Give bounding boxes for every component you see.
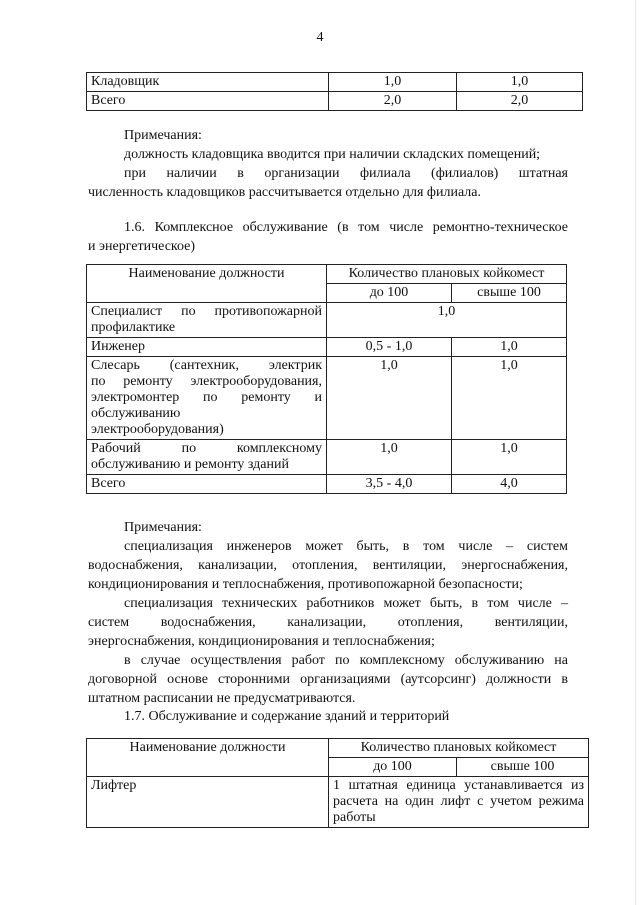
position-name — [87, 440, 327, 475]
value-upto-100: 0,5 - 1,0 — [327, 338, 452, 357]
value-over-100: 1,0 — [452, 357, 567, 440]
scan-edge — [635, 0, 636, 905]
position-name-line: профилактике — [91, 320, 176, 335]
table-row — [87, 73, 583, 92]
note-text: водоснабжения, канализации, отопления, вентиляции, энергоснабжения, — [88, 558, 568, 573]
position-name-line: обслуживанию и ремонту зданий — [91, 457, 289, 472]
note-text: должность кладовщика вводится при наличии складских помещений; — [124, 147, 541, 162]
position-name-line: по ремонту электрооборудования, — [91, 374, 322, 389]
value-over-100: 1,0 — [457, 73, 583, 92]
position-name: Всего — [87, 92, 329, 111]
value-upto-100: 3,5 - 4,0 — [327, 475, 452, 494]
page-number: 4 — [316, 30, 324, 45]
staff-table-maintenance — [86, 264, 567, 494]
column-header-position: Наименование должности — [87, 265, 327, 303]
note-text: при наличии в организации филиала (филиалов) штатная — [124, 166, 568, 181]
note-text: штатном расписании не предусматриваются. — [88, 691, 356, 706]
table-header-row — [87, 265, 567, 284]
table-row — [87, 338, 567, 357]
position-name: Инженер — [87, 338, 327, 357]
value-merged: 1,0 — [327, 303, 567, 338]
note-text: специализация технических работников может быть, в том числе – — [124, 596, 568, 611]
position-name — [87, 303, 327, 338]
position-name: Кладовщик — [87, 73, 329, 92]
column-header-upto-100: до 100 — [327, 284, 452, 303]
section-heading: 1.7. Обслуживание и содержание зданий и территорий — [124, 709, 450, 724]
table-row — [87, 357, 567, 440]
position-name: Лифтер — [87, 777, 329, 828]
section-heading: и энергетическое) — [88, 239, 196, 254]
staff-table-storekeeper — [86, 72, 583, 111]
table-row — [87, 777, 589, 828]
notes-title: Примечания: — [124, 128, 202, 143]
note-text: специализация инженеров может быть, в том числе – систем — [124, 539, 568, 554]
position-name-line: Рабочий по комплексному — [91, 441, 322, 456]
value-over-100: 1,0 — [452, 440, 567, 475]
value-over-100: 4,0 — [452, 475, 567, 494]
position-name-line: Слесарь (сантехник, электрик — [91, 358, 322, 373]
value-upto-100: 2,0 — [329, 92, 457, 111]
value-line: расчета на один лифт с учетом режима — [333, 794, 584, 809]
table-row — [87, 475, 567, 494]
value-upto-100: 1,0 — [327, 357, 452, 440]
position-name — [87, 357, 327, 440]
position-name: Всего — [87, 475, 327, 494]
value-line: работы — [333, 810, 376, 825]
value-over-100: 2,0 — [457, 92, 583, 111]
note-text: энергоснабжения, кондиционирования и теплоснабжения; — [88, 634, 435, 649]
table-row — [87, 92, 583, 111]
value-line: 1 штатная единица устанавливается из — [333, 778, 584, 793]
table-header-row — [87, 739, 589, 758]
notes-title: Примечания: — [124, 520, 202, 535]
section-heading: 1.6. Комплексное обслуживание (в том числе ремонтно-техническое — [124, 220, 568, 235]
table-row — [87, 303, 567, 338]
position-name-line: обслуживанию — [91, 406, 181, 421]
position-name-line: электромонтер по ремонту и — [91, 390, 322, 405]
note-text: численность кладовщиков рассчитывается отдельно для филиала. — [88, 185, 481, 200]
column-header-quantity: Количество плановых койкомест — [327, 265, 567, 284]
position-name-line: электрооборудования) — [91, 422, 224, 437]
column-header-quantity: Количество плановых койкомест — [329, 739, 589, 758]
note-text: договорной основе сторонними организациями (аутсорсинг) должности в — [88, 672, 568, 687]
value-merged — [329, 777, 589, 828]
note-text: кондиционирования и теплоснабжения, противопожарной безопасности; — [88, 577, 523, 592]
staff-table-buildings — [86, 738, 589, 828]
position-name-line: Специалист по противопожарной — [91, 304, 322, 319]
column-header-over-100: свыше 100 — [457, 758, 589, 777]
value-over-100: 1,0 — [452, 338, 567, 357]
value-upto-100: 1,0 — [329, 73, 457, 92]
column-header-position: Наименование должности — [87, 739, 329, 777]
value-upto-100: 1,0 — [327, 440, 452, 475]
note-text: систем водоснабжения, канализации, отопления, вентиляции, — [88, 615, 568, 630]
note-text: в случае осуществления работ по комплексному обслуживанию на — [124, 653, 568, 668]
table-row — [87, 440, 567, 475]
column-header-over-100: свыше 100 — [452, 284, 567, 303]
column-header-upto-100: до 100 — [329, 758, 457, 777]
